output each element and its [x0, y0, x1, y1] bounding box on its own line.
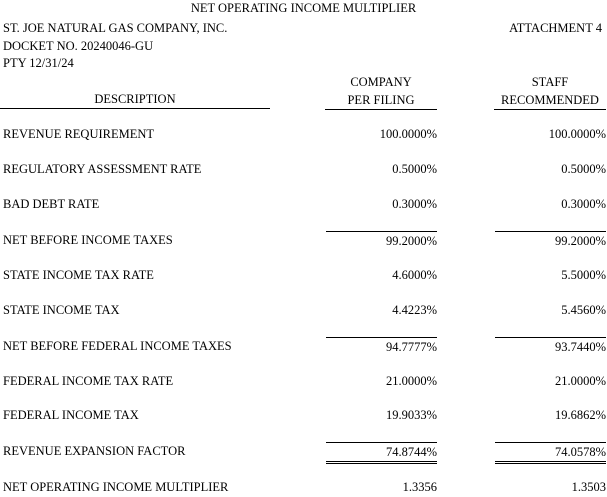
- company-value: 0.5000%: [392, 162, 437, 176]
- company-value: 1.3356: [402, 480, 437, 494]
- description-header-rule: [0, 108, 270, 109]
- attachment-label: ATTACHMENT 4: [509, 21, 602, 35]
- company-value: 0.3000%: [392, 197, 437, 211]
- company-value: 4.4223%: [392, 303, 437, 317]
- company-value: 74.8744%: [326, 442, 437, 464]
- table-row: [0, 372, 607, 390]
- row-label: STATE INCOME TAX: [3, 303, 120, 317]
- table-row: [0, 337, 607, 355]
- row-label: REVENUE EXPANSION FACTOR: [3, 444, 186, 458]
- staff-value: 5.4560%: [561, 303, 606, 317]
- company-header-line1: COMPANY: [350, 75, 412, 89]
- staff-value: 74.0578%: [495, 442, 606, 464]
- company-value: 19.9033%: [385, 408, 437, 422]
- row-label: NET BEFORE FEDERAL INCOME TAXES: [3, 339, 232, 353]
- row-label: FEDERAL INCOME TAX: [3, 408, 139, 422]
- row-label: NET OPERATING INCOME MULTIPLIER: [3, 480, 229, 494]
- staff-value: 0.5000%: [561, 162, 606, 176]
- company-value: 21.0000%: [385, 374, 437, 388]
- table-row: [0, 266, 607, 284]
- company-value: 4.6000%: [392, 268, 437, 282]
- table-row: [0, 125, 607, 143]
- period-label: PTY 12/31/24: [3, 56, 74, 70]
- document-title: NET OPERATING INCOME MULTIPLIER: [190, 1, 417, 15]
- staff-value: 100.0000%: [548, 127, 606, 141]
- row-label: REGULATORY ASSESSMENT RATE: [3, 162, 202, 176]
- row-label: REVENUE REQUIREMENT: [3, 127, 155, 141]
- table-row: [0, 231, 607, 249]
- table-row: [0, 160, 607, 178]
- row-label: NET BEFORE INCOME TAXES: [3, 233, 173, 247]
- row-label: STATE INCOME TAX RATE: [3, 268, 154, 282]
- docket-number: DOCKET NO. 20240046-GU: [3, 39, 154, 53]
- table-row: [0, 301, 607, 319]
- staff-value: 0.3000%: [561, 197, 606, 211]
- staff-value: 99.2000%: [495, 231, 606, 250]
- company-value: 99.2000%: [326, 231, 437, 250]
- table-row: [0, 406, 607, 424]
- table-row: [0, 195, 607, 213]
- staff-value: 5.5000%: [561, 268, 606, 282]
- table-row: [0, 478, 607, 496]
- company-value: 100.0000%: [379, 127, 437, 141]
- staff-column-header: [494, 73, 606, 110]
- company-name: ST. JOE NATURAL GAS COMPANY, INC.: [3, 21, 228, 35]
- staff-header-line1: STAFF: [531, 75, 569, 89]
- company-header-line2: PER FILING: [325, 91, 437, 110]
- staff-value: 93.7440%: [495, 337, 606, 356]
- company-column-header: [325, 73, 437, 110]
- description-column-header: DESCRIPTION: [94, 92, 176, 106]
- company-value: 94.7777%: [326, 337, 437, 356]
- staff-header-line2: RECOMMENDED: [494, 91, 606, 110]
- staff-value: 1.3503: [571, 480, 606, 494]
- staff-value: 19.6862%: [554, 408, 606, 422]
- table-row: [0, 442, 607, 460]
- row-label: FEDERAL INCOME TAX RATE: [3, 374, 174, 388]
- row-label: BAD DEBT RATE: [3, 197, 100, 211]
- staff-value: 21.0000%: [554, 374, 606, 388]
